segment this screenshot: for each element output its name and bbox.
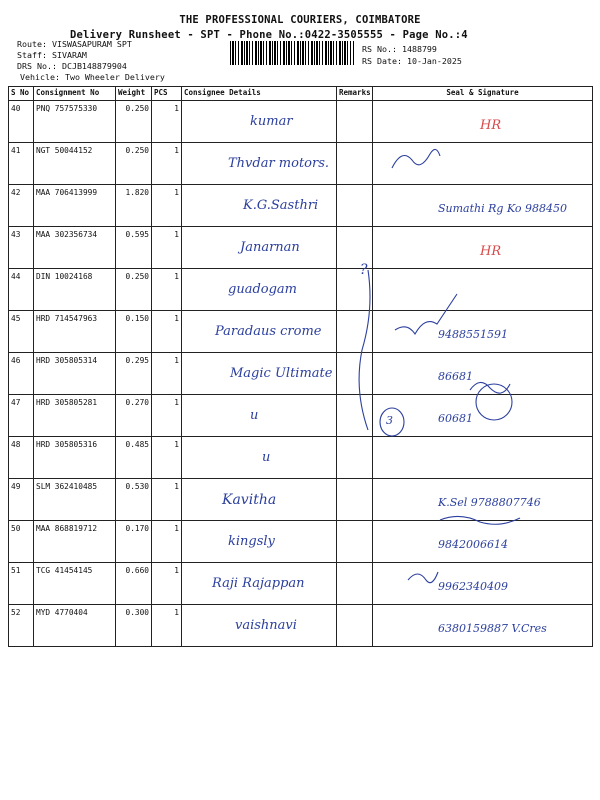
consignee-handwriting: guadogam xyxy=(228,282,297,297)
rs-date: RS Date: 10-Jan-2025 xyxy=(362,56,462,66)
consignment-number: HRD 305805316 xyxy=(34,437,116,479)
col-header: Weight xyxy=(116,87,152,101)
row-pieces: 1 xyxy=(152,521,182,563)
row-serial: 52 xyxy=(9,605,34,647)
signature-scribble xyxy=(440,516,520,524)
consignment-number: HRD 305805281 xyxy=(34,395,116,437)
row-weight: 0.170 xyxy=(116,521,152,563)
rs-number: RS No.: 1488799 xyxy=(362,44,437,54)
row-weight: 0.595 xyxy=(116,227,152,269)
consignee-handwriting: Magic Ultimate xyxy=(230,366,333,381)
signature-handwriting: 60681 xyxy=(438,412,473,425)
consignee-handwriting: vaishnavi xyxy=(235,618,297,633)
row-weight: 0.250 xyxy=(116,143,152,185)
signature-scribble xyxy=(408,572,438,583)
row-weight: 0.530 xyxy=(116,479,152,521)
vehicle-label: Vehicle: Two Wheeler Delivery xyxy=(20,72,165,82)
row-pieces: 1 xyxy=(152,353,182,395)
signature-handwriting: K.Sel 9788807746 xyxy=(438,496,541,509)
row-pieces: 1 xyxy=(152,227,182,269)
col-header: Consignment No xyxy=(34,87,116,101)
company-title: THE PROFESSIONAL COURIERS, COIMBATORE xyxy=(179,14,421,26)
row-weight: 0.250 xyxy=(116,269,152,311)
consignment-number: MAA 302356734 xyxy=(34,227,116,269)
consignee-handwriting: Janarnan xyxy=(240,240,300,255)
consignee-handwriting: Thvdar motors. xyxy=(228,156,330,171)
row-pieces: 1 xyxy=(152,101,182,143)
col-header: PCS xyxy=(152,87,182,101)
row-pieces: 1 xyxy=(152,143,182,185)
row-weight: 0.660 xyxy=(116,563,152,605)
consignment-number: HRD 305805314 xyxy=(34,353,116,395)
signature-handwriting: 9488551591 xyxy=(438,328,508,341)
row-serial: 42 xyxy=(9,185,34,227)
row-pieces: 1 xyxy=(152,185,182,227)
consignment-number: TCG 41454145 xyxy=(34,563,116,605)
consignee-handwriting: u xyxy=(262,450,271,465)
row-serial: 46 xyxy=(9,353,34,395)
row-serial: 49 xyxy=(9,479,34,521)
remark-mark: 3 xyxy=(386,414,393,427)
signature-handwriting: HR xyxy=(480,118,502,133)
staff-label: Staff: SIVARAM xyxy=(17,50,87,60)
row-weight: 0.150 xyxy=(116,311,152,353)
consignment-number: DIN 10024168 xyxy=(34,269,116,311)
row-serial: 45 xyxy=(9,311,34,353)
consignment-number: MAA 706413999 xyxy=(34,185,116,227)
row-serial: 43 xyxy=(9,227,34,269)
signature-handwriting: 6380159887 V.Cres xyxy=(438,622,547,635)
signature-scribble xyxy=(359,270,370,430)
row-pieces: 1 xyxy=(152,605,182,647)
consignment-number: SLM 362410485 xyxy=(34,479,116,521)
row-serial: 50 xyxy=(9,521,34,563)
remark-mark: ? xyxy=(360,262,368,278)
consignee-handwriting: kingsly xyxy=(228,534,275,549)
row-weight: 0.485 xyxy=(116,437,152,479)
row-serial: 40 xyxy=(9,101,34,143)
row-pieces: 1 xyxy=(152,563,182,605)
consignment-number: HRD 714547963 xyxy=(34,311,116,353)
row-weight: 0.270 xyxy=(116,395,152,437)
consignee-handwriting: u xyxy=(250,408,259,423)
row-pieces: 1 xyxy=(152,269,182,311)
signature-scribble xyxy=(392,149,440,168)
consignee-handwriting: Paradaus crome xyxy=(215,324,322,339)
consignment-number: NGT 50044152 xyxy=(34,143,116,185)
row-pieces: 1 xyxy=(152,311,182,353)
signature-handwriting: HR xyxy=(480,244,502,259)
row-serial: 48 xyxy=(9,437,34,479)
signature-handwriting: Sumathi Rg Ko 988450 xyxy=(438,202,567,215)
col-header: S No xyxy=(9,87,34,101)
row-weight: 0.295 xyxy=(116,353,152,395)
row-pieces: 1 xyxy=(152,437,182,479)
col-header: Seal & Signature xyxy=(373,87,593,101)
row-pieces: 1 xyxy=(152,479,182,521)
consignee-handwriting: kumar xyxy=(250,114,293,129)
drs-number: DRS No.: DCJB148879904 xyxy=(17,61,127,71)
consignment-number: MAA 868819712 xyxy=(34,521,116,563)
row-pieces: 1 xyxy=(152,395,182,437)
row-serial: 41 xyxy=(9,143,34,185)
signature-handwriting: 9962340409 xyxy=(438,580,508,593)
signature-handwriting: 9842006614 xyxy=(438,538,508,551)
route-label: Route: VISWASAPURAM SPT xyxy=(17,39,132,49)
signature-stamp xyxy=(476,384,512,420)
row-weight: 1.820 xyxy=(116,185,152,227)
row-serial: 51 xyxy=(9,563,34,605)
row-weight: 0.300 xyxy=(116,605,152,647)
signature-handwriting: 86681 xyxy=(438,370,473,383)
consignee-handwriting: K.G.Sasthri xyxy=(243,198,319,213)
col-header: Consignee Details xyxy=(182,87,337,101)
consignee-handwriting: Kavitha xyxy=(222,492,277,508)
runsheet-subtitle: Delivery Runsheet - SPT - Phone No.:0422-3505555 - Page No.:4 xyxy=(70,29,468,41)
consignment-number: MYD 4770404 xyxy=(34,605,116,647)
row-serial: 47 xyxy=(9,395,34,437)
consignee-handwriting: Raji Rajappan xyxy=(212,576,305,591)
row-weight: 0.250 xyxy=(116,101,152,143)
consignment-number: PNQ 757575330 xyxy=(34,101,116,143)
col-header: Remarks xyxy=(337,87,373,101)
row-serial: 44 xyxy=(9,269,34,311)
